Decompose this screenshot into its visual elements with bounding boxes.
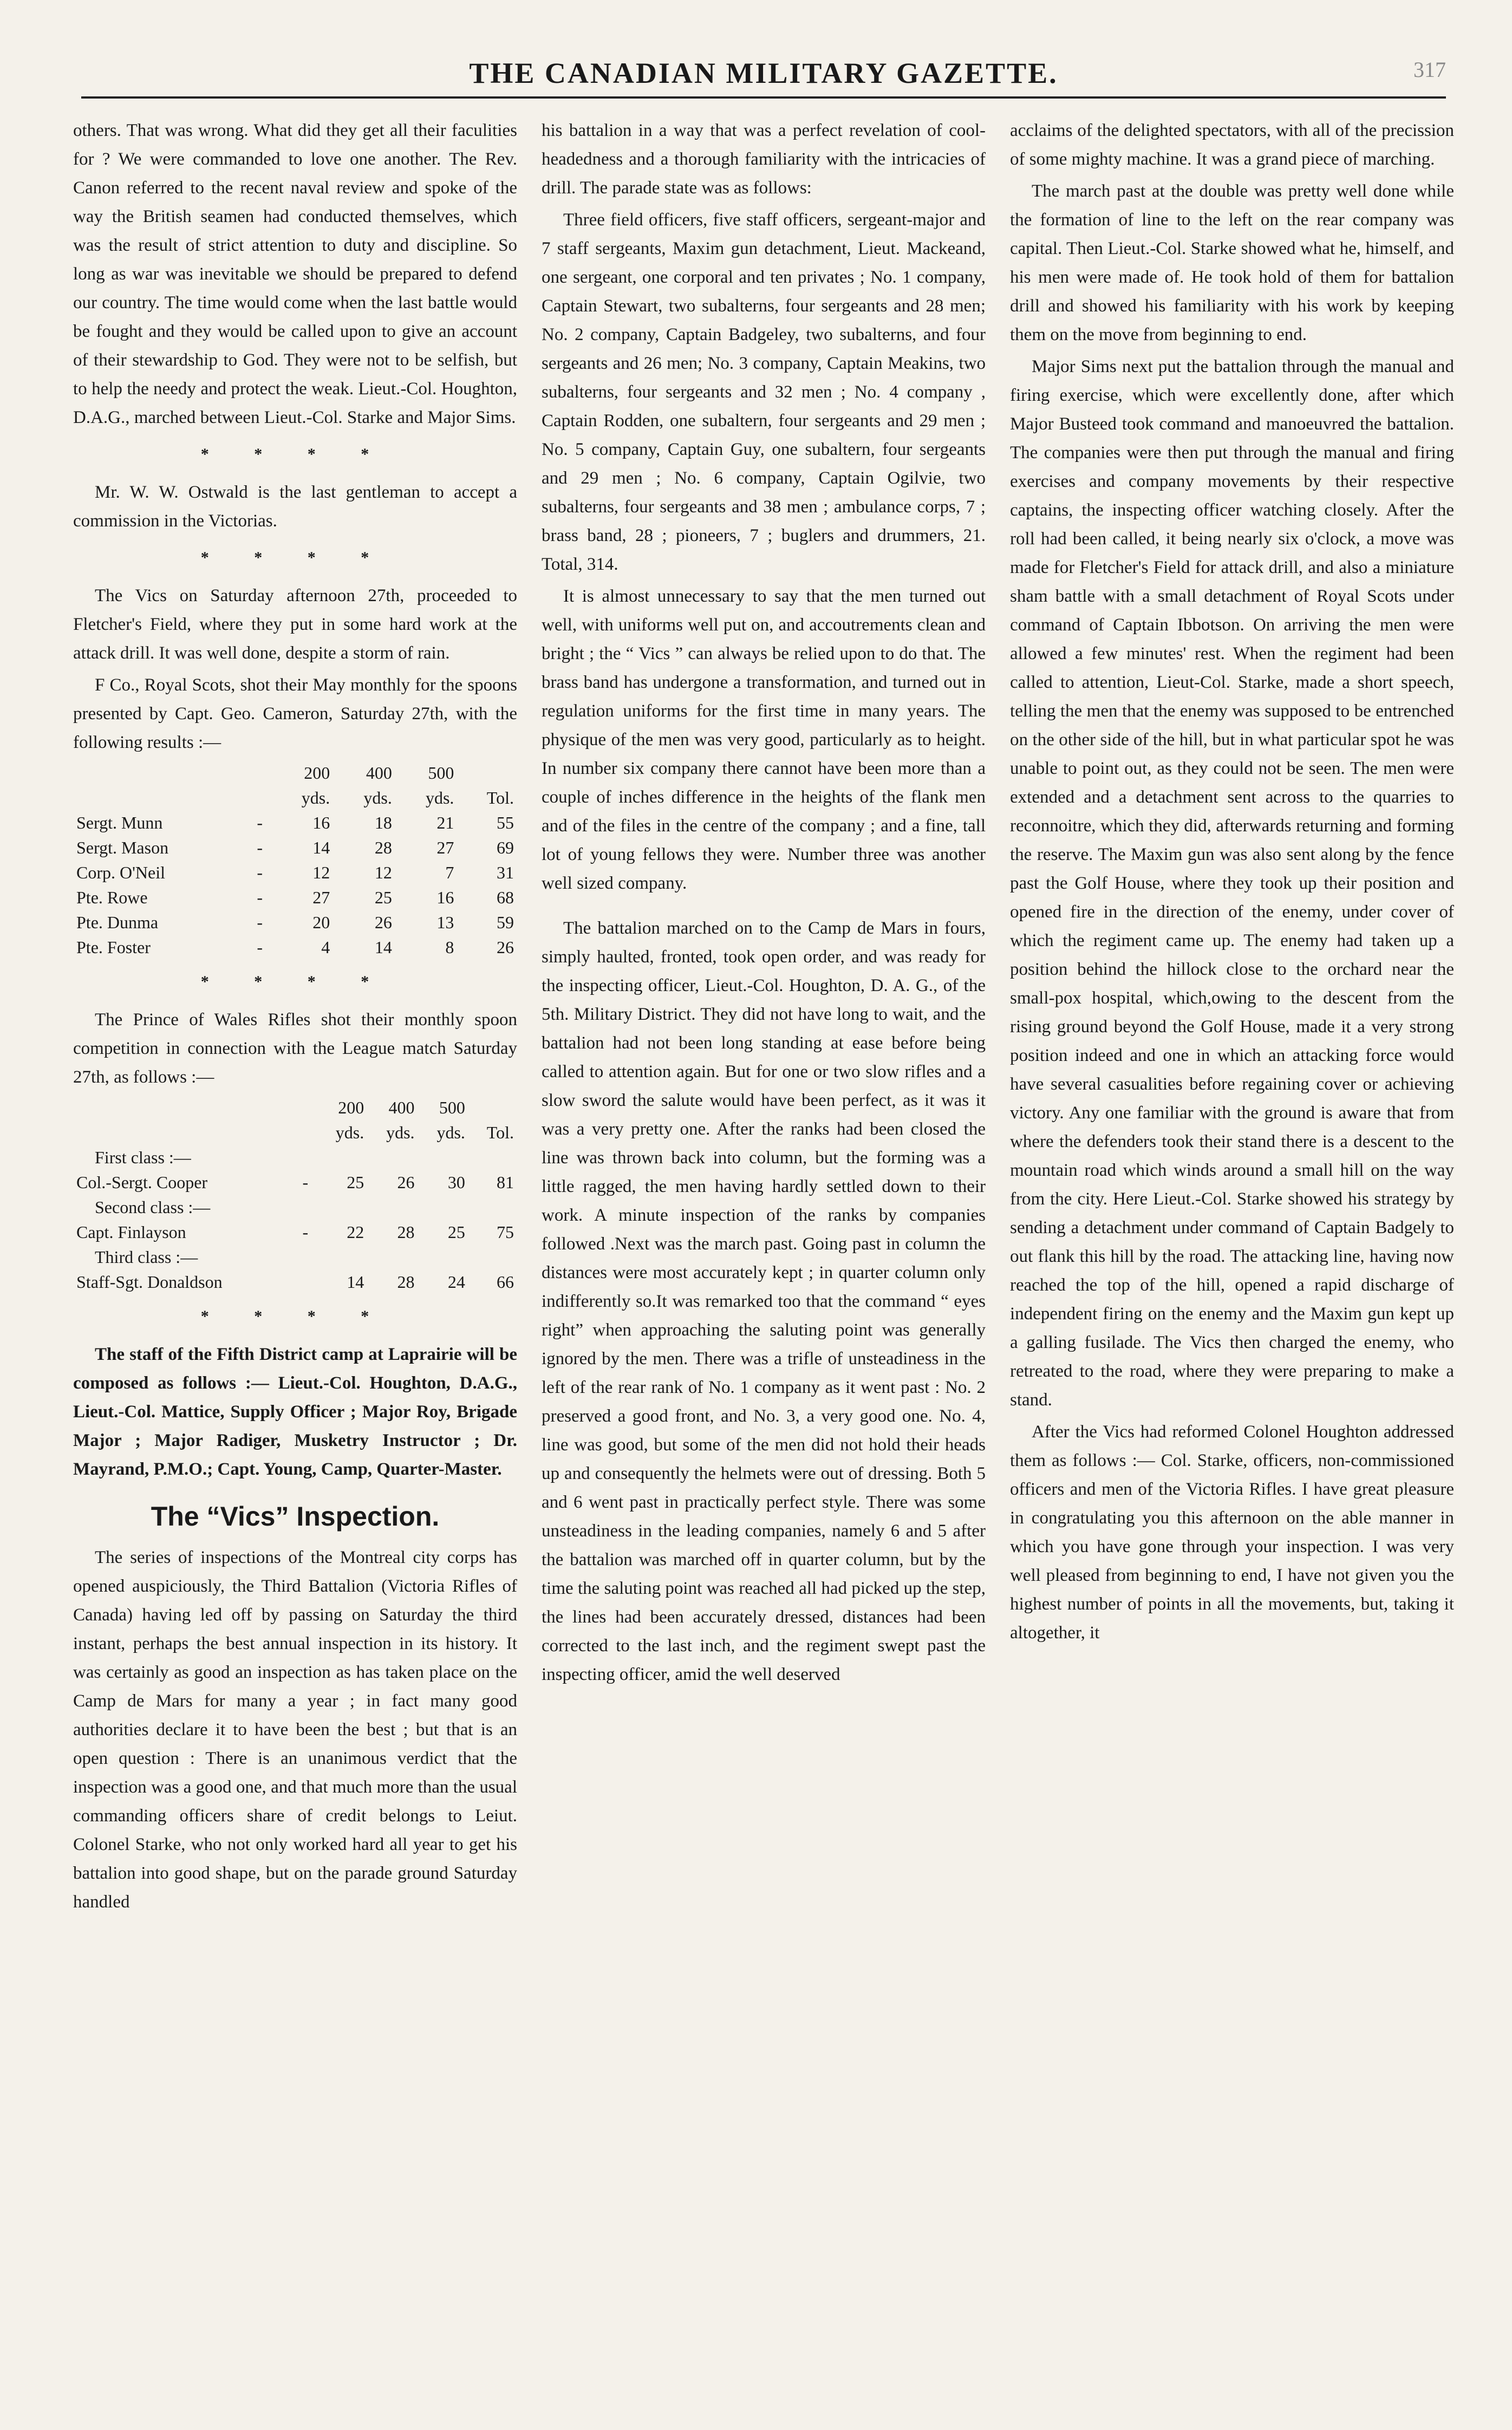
score-200: 16 [312,813,330,832]
paragraph: The march past at the double was pretty well done while the formation of line to the left on the rear company was capital. Then Lieut.-Col. Starke showed what he, himself, and his men were made of. He took hold of them for battalion drill and showed his familiarity with his work by keeping them on the move from beginning to end. [1010,181,1454,344]
score-400: 12 [374,863,392,882]
column-header: 400 [366,763,392,783]
paragraph: It is almost unnecessary to say that the men turned out well, with uniforms well put on, and accoutrements clean and bright ; the “ Vics ” can always be relied upon to do that. The brass band has undergone a transformation, and turned out in regulation uniforms for the first time in many years. The physique of the men was very good, particularly as to height. In number six company there cannot have been more than a couple of inches difference in the heights of the flank men and of the files in the centre of the company ; and a fine, tall lot of young fellows they were. Number three was another well sized company. [542,587,986,893]
column-header: 400 [388,1098,415,1117]
masthead-rule [81,96,1446,99]
score-total: 55 [497,813,514,832]
section-separator: * * * * [200,1307,390,1325]
shooter-name: Pte. Foster [76,937,151,957]
score-table-prince-of-wales-rifles [73,1095,517,1294]
section-separator: * * * * [200,549,390,566]
column-header [468,1095,517,1120]
shooter-name: Pte. Rowe [76,888,148,907]
column-1 [73,116,517,2391]
score-200: 4 [321,937,330,957]
score-500: 27 [436,838,454,857]
column-subheader: Tol. [486,1123,514,1142]
column-subheader: yds. [363,788,392,807]
column-header: 500 [428,763,454,783]
shooter-name: Sergt. Mason [76,838,169,857]
section-separator: * * * * [200,973,390,991]
table-row: Capt. Finlayson - 22 28 25 75 [73,1220,517,1245]
paragraph: Major Sims next put the battalion through the manual and firing exercise, which were excellently done, after which Major Busteed took command and manoeuvred the battalion. The companies were then put through the manual and firing exercises and company movements by their respective captains, the inspecting officer watching closely. After the roll had been called, it being nearly six o'clock, a move was made for Fletcher's Field for attack drill, and also a miniature sham battle with a small detachment of Royal Scots under command of Captain Ibbotson. On arriving the men were allowed a few minutes' rest. When the regiment had been called to attention, Lieut-Col. Starke, made a short speech, telling the men that the enemy was supposed to be entrenched on the other side of the hill, but in what particular spot he was unable to point out, as they could not be seen. The men were extended and a detachment sent across to the quarries to reconnoitre, which they did, afterwards returning and forming the reserve. The Maxim gun was also sent along by the fence past the Golf House, where they took up their position and opened fire in the direction of the enemy, under cover of which the regiment came up. The enemy had taken up a position behind the hillock close to the orchard near the small-pox hospital, which,owing to the descent from the rising ground beyond the Golf House, made it a very strong position indeed and one in which an attacking force would have several casualities before regaining cover or achieving victory. Any one familiar with the ground is aware that from where the defenders took their stand there is a descent to the mountain road which winds around a small hill on the way from the city. Here Lieut.-Col. Starke showed his strategy by sending a detachment under command of Captain Badgely to out flank this hill by the road. The attacking line, having now reached the top of the hill, opened a rapid discharge of independent firing on the enemy and the Maxim gun kept up a galling fusilade. The Vics then charged the enemy, who retreated to the road, where they were preparing to make a stand. [1010,357,1454,1410]
column-3 [1010,116,1454,2391]
table-header-row [73,760,517,785]
column-subheader: yds. [436,1123,465,1142]
score-total: 75 [497,1222,514,1242]
shooter-name: Col.-Sergt. Cooper [76,1172,208,1192]
paragraph: The battalion marched on to the Camp de Mars in fours, simply haulted, fronted, took open order, and was ready for the inspecting officer, Lieut.-Col. Houghton, D. A. G., of the 5th. Military District. They did not have long to wait, and the battalion had not been long standing at ease before being called to attention again. But for one or two slow rifles and a slow sword the salute would have been perfect, as it was it was a very pretty one. After the ranks had been closed the line was thrown back into column, but the forming was a little ragged, the men having hardly settled down to their work. A minute inspection of the ranks by companies followed .Next was the march past. Going past in column the distances were most accurately kept ; in quarter column only indifferently so.It was remarked too that the command “ eyes right” when approaching the saluting point was generally ignored by the men. There was a trifle of unsteadiness in the left of the rear rank of No. 1 company as it went past : No. 2 preserved a good front, and No. 3, a very good one. No. 4, line was good, but some of the men did not hold their heads up and consequently the helmets were out of dressing. Both 5 and 6 went past in practically perfect style. There was some unsteadiness in the leading companies, namely 6 and 5 after the battalion was marched off in quarter column, but by the time the saluting point was reached all had picked up the step, the lines had been accurately dressed, distances had been corrected to the last inch, and the regiment swept past the inspecting officer, amid the well deserved [542,918,986,1684]
score-total: 26 [497,937,514,957]
paragraph: The series of inspections of the Montreal city corps has opened auspiciously, the Third Battalion (Victoria Rifles of Canada) having led off by passing on Saturday the third instant, perhaps the best annual inspection in its history. It was certainly as good an inspection as has taken place on the Camp de Mars for many a year ; in fact many good authorities declare it to have been the best ; but that is an open question : There is an unanimous verdict that the inspection was a good one, and that much more than the usual commanding officers share of credit belongs to Leiut. Colonel Starke, who not only worked hard all year to get his battalion into good shape, but on the parade ground Saturday handled [73,1548,517,1912]
score-400: 28 [397,1222,415,1242]
column-subheader: yds. [335,1123,364,1142]
shooter-name: Pte. Dunma [76,913,159,932]
section-separator: * * * * [200,445,390,463]
score-total: 66 [497,1272,514,1292]
paragraph: Mr. W. W. Ostwald is the last gentleman to accept a commission in the Victorias. [73,483,517,531]
score-400: 28 [374,838,392,857]
score-table-royal-scots [73,760,517,960]
paragraph: After the Vics had reformed Colonel Houghton addressed them as follows :— Col. Starke, officers, non-commissioned officers and men of the Victoria Rifles. I have great pleasure in congratulating you this afternoon on the able manner in which you have gone through your inspection. I was very well pleased from beginning to end, I have not given you the highest number of points in all the movements, but, taking it altogether, it [1010,1422,1454,1643]
score-500: 24 [447,1272,465,1292]
table-row: Col.-Sergt. Cooper - 25 26 30 81 [73,1170,517,1195]
score-500: 30 [447,1172,465,1192]
paragraph: acclaims of the delighted spectators, with all of the precission of some mighty machine. It was a grand piece of marching. [1010,121,1454,169]
score-500: 25 [447,1222,465,1242]
table-row: Pte. Rowe - 27 25 16 68 [73,885,517,910]
score-500: 16 [436,888,454,907]
column-subheader: yds. [425,788,454,807]
shooter-name: Sergt. Munn [76,813,163,832]
paragraph: others. That was wrong. What did they get all their faculities for ? We were commanded to love one another. The Rev. Canon referred to the recent naval review and spoke of the way the British seamen had conducted themselves, which was the result of strict attention to duty and discipline. So long as war was inevitable we should be prepared to defend our country. The time would come when the last battle would be fought and they would be called upon to give an account of their stewardship to God. They were not to be selfish, but to help the needy and protect the weak. Lieut.-Col. Houghton, D.A.G., marched between Lieut.-Col. Starke and Major Sims. [73,121,517,427]
column-2 [542,116,986,2391]
shooter-name: Staff-Sgt. Donaldson [76,1272,223,1292]
score-500: 8 [445,937,454,957]
paragraph: The Prince of Wales Rifles shot their monthly spoon competition in connection with the League match Saturday 27th, as follows :— [73,1010,517,1087]
paragraph: his battalion in a way that was a perfect revelation of cool-headedness and a thorough familiarity with the intricacies of drill. The parade state was as follows: [542,121,986,198]
table-subheader-row [73,785,517,810]
table-row [73,1269,517,1294]
score-total: 59 [497,913,514,932]
class-heading: First class :— [95,1148,191,1167]
newspaper-title: THE CANADIAN MILITARY GAZETTE. [469,57,1058,89]
column-subheader: yds. [386,1123,415,1142]
class-heading-row [73,1195,517,1220]
score-200: 27 [312,888,330,907]
masthead [81,51,1446,95]
table-row: Corp. O'Neil - 12 12 7 31 [73,860,517,885]
article-heading: The “Vics” Inspection. [151,1501,440,1532]
score-400: 18 [374,813,392,832]
score-200: 22 [347,1222,364,1242]
paragraph: The staff of the Fifth District camp at Laprairie will be composed as follows :— Lieut.-Col. Houghton, D.A.G., Lieut.-Col. Mattice, Supply Officer ; Major Roy, Brigade Major ; Major Radiger, Musketry Instructor ; Dr. Mayrand, P.M.O.; Capt. Young, Camp, Quarter-Master. [73,1345,517,1479]
score-200: 25 [347,1172,364,1192]
column-header: 200 [338,1098,364,1117]
column-header [457,760,517,785]
class-heading: Second class :— [95,1197,211,1217]
class-heading: Third class :— [95,1247,198,1267]
score-500: 13 [436,913,454,932]
shooter-name: Capt. Finlayson [76,1222,186,1242]
score-400: 14 [374,937,392,957]
class-heading-row [73,1145,517,1170]
shooter-name: Corp. O'Neil [76,863,165,882]
table-header-row [73,1095,517,1120]
table-subheader-row [73,1120,517,1145]
score-total: 68 [497,888,514,907]
table-row: Pte. Foster - 4 14 8 26 [73,935,517,960]
score-total: 81 [497,1172,514,1192]
score-400: 26 [374,913,392,932]
score-total: 69 [497,838,514,857]
score-400: 28 [397,1272,415,1292]
column-subheader: yds. [301,788,330,807]
page-number: 317 [1413,57,1446,82]
score-total: 31 [497,863,514,882]
paragraph: The Vics on Saturday afternoon 27th, proceeded to Fletcher's Field, where they put in some hard work at the attack drill. It was well done, despite a storm of rain. [73,586,517,663]
score-200: 20 [312,913,330,932]
score-400: 25 [374,888,392,907]
table-row: Pte. Dunma - 20 26 13 59 [73,910,517,935]
paragraph: F Co., Royal Scots, shot their May monthly for the spoons presented by Capt. Geo. Cameron, Saturday 27th, with the following results :— [73,675,517,752]
score-500: 7 [445,863,454,882]
column-header: 500 [439,1098,465,1117]
table-row: Sergt. Munn - 16 18 21 55 [73,810,517,835]
table-row: Sergt. Mason - 14 28 27 69 [73,835,517,860]
column-header: 200 [304,763,330,783]
score-200: 14 [347,1272,364,1292]
column-subheader: Tol. [486,788,514,807]
score-500: 21 [436,813,454,832]
score-200: 12 [312,863,330,882]
class-heading-row [73,1245,517,1269]
paragraph: Three field officers, five staff officers, sergeant-major and 7 staff sergeants, Maxim gun detachment, Lieut. Mackeand, one sergeant, one corporal and ten privates ; No. 1 company, Captain Stewart, two subalterns, four sergeants and 28 men; No. 2 company, Captain Badgeley, two subalterns, and four sergeants and 26 men; No. 3 company, Captain Meakins, two subalterns, four sergeants and 32 men ; No. 4 company , Captain Rodden, one subaltern, four sergeants and 29 men ; No. 5 company, Captain Guy, one subaltern, four sergeants and 29 men ; No. 6 company, Captain Ogilvie, two subalterns, four sergeants and 38 men ; ambulance corps, 7 ; brass band, 28 ; pioneers, 7 ; buglers and drummers, 21. Total, 314. [542,210,986,574]
score-400: 26 [397,1172,415,1192]
score-200: 14 [312,838,330,857]
